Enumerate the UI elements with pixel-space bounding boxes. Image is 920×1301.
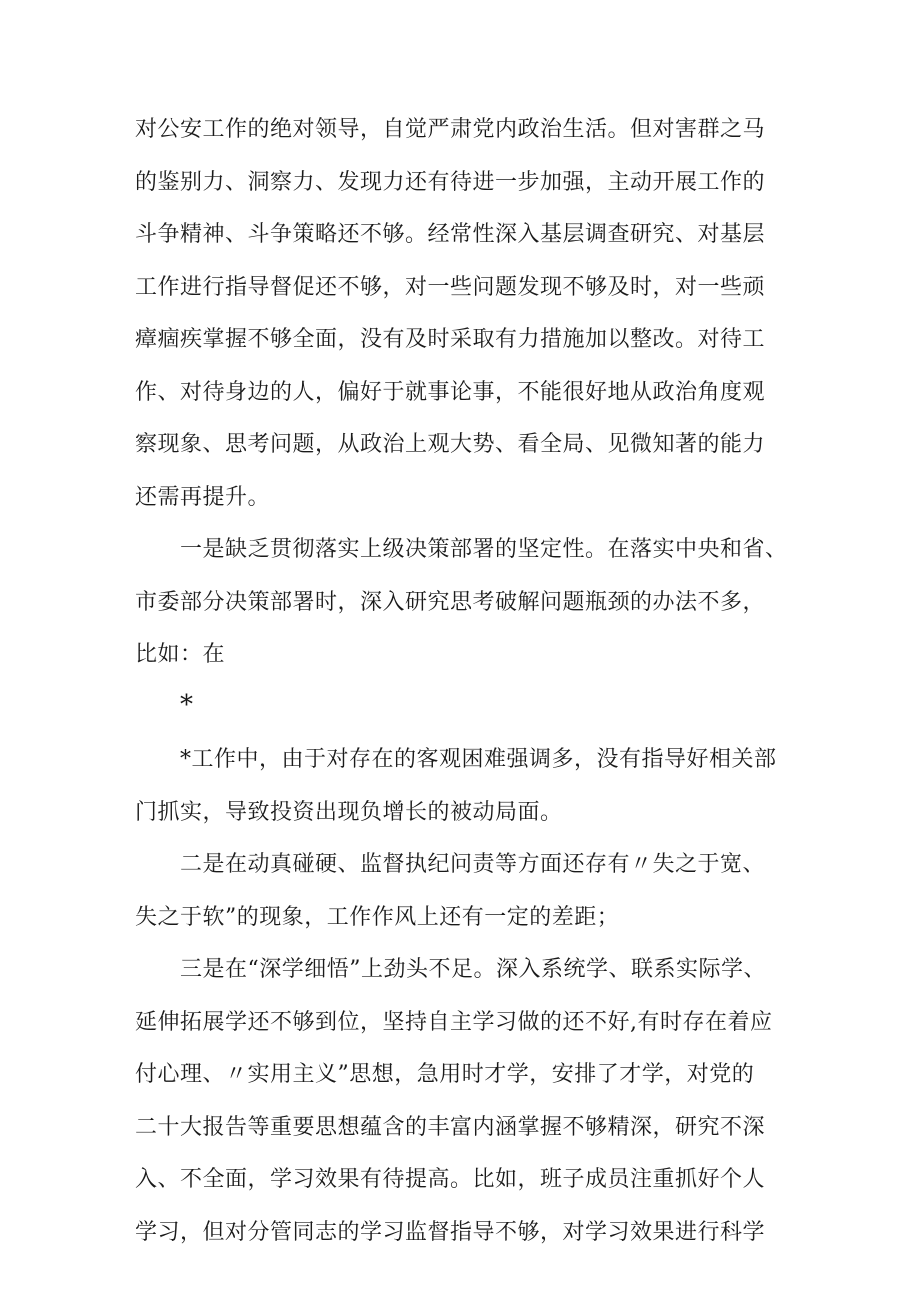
text-line: 斗争精神、斗争策略还不够。经常性深入基层调查研究、对基层 [135,222,766,247]
text-line: 作、对待身边的人，偏好于就事论事，不能很好地从政治角度观 [135,380,766,405]
text-line: 入、不全面，学习效果有待提高。比如，班子成员注重抓好个人 [135,1167,766,1192]
text-line: 门抓实，导致投资出现负增长的被动局面。 [135,800,563,825]
text-line: *工作中，由于对存在的客观困难强调多，没有指导好相关部 [135,747,777,772]
text-line: 失之于软”的现象，工作作风上还有一定的差距； [135,905,620,930]
text-line: 对公安工作的绝对领导，自觉严肃党内政治生活。但对害群之马 [135,117,766,142]
text-line: 二十大报告等重要思想蕴含的丰富内涵掌握不够精深，研究不深 [135,1115,766,1140]
asterisk-marker: * [180,690,193,720]
text-line: 还需再提升。 [135,485,271,510]
text-line: 工作进行指导督促还不够，对一些问题发现不够及时，对一些顽 [135,275,766,300]
text-line: 延伸拓展学还不够到位，坚持自主学习做的还不好,有时存在着应 [135,1010,773,1035]
text-line: 二是在动真碰硬、监督执纪问责等方面还存有〃失之于宽、 [135,852,766,877]
text-line: 三是在“深学细悟”上劲头不足。深入系统学、联系实际学、 [135,957,766,982]
text-line: 付心理、〃实用主义”思想，急用时才学，安排了才学，对党的 [135,1062,755,1087]
text-line: 一是缺乏贯彻落实上级决策部署的坚定性。在落实中央和省、 [135,537,788,562]
text-line: 比如：在 [135,642,226,667]
text-line: 察现象、思考问题，从政治上观大势、看全局、见微知著的能力 [135,432,766,457]
text-line: 市委部分决策部署时，深入研究思考破解问题瓶颈的办法不多， [135,590,766,615]
text-line: 的鉴别力、洞察力、发现力还有待进一步加强，主动开展工作的 [135,170,766,195]
text-line: 瘴痼疾掌握不够全面，没有及时采取有力措施加以整改。对待工 [135,327,766,352]
text-line: 学习，但对分管同志的学习监督指导不够，对学习效果进行科学 [135,1220,766,1245]
